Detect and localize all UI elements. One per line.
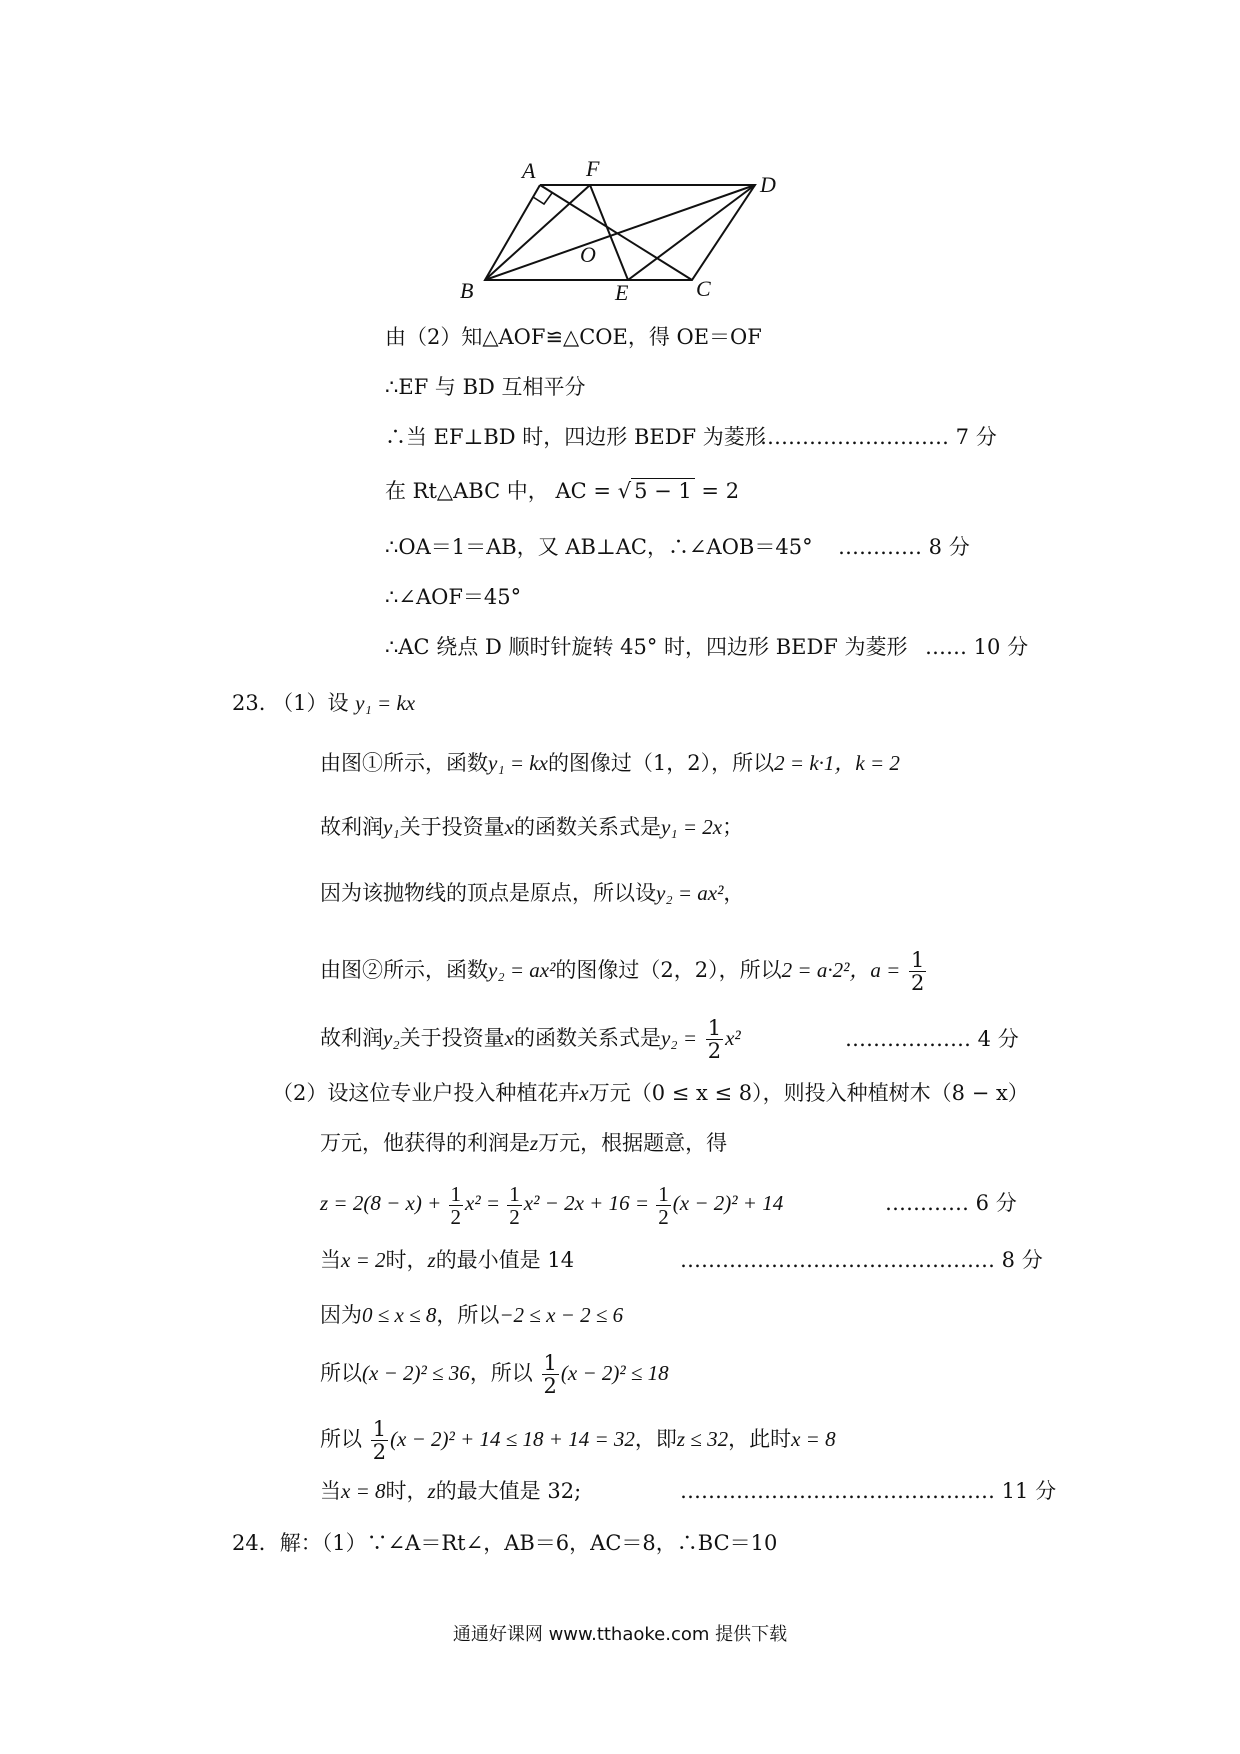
q23-number: 23. (232, 691, 266, 715)
r3-a: 所以 (320, 1427, 362, 1451)
q23-p2-e: z (530, 1131, 539, 1155)
label-E: E (615, 280, 629, 300)
q23-l2-text-a: 由图①所示，函数 (320, 751, 488, 775)
q23-line-2 (320, 748, 900, 778)
q23-l4-b: y₂ = ax² (656, 881, 724, 905)
q23-p2-c: 万元（0 ≤ x ≤ 8），则投入种植树木（8 − x） (588, 1081, 1029, 1105)
q23-equation-1 (320, 1168, 783, 1238)
proof-line-5: ∴OA＝1＝AB，又 AB⊥AC，∴∠AOB＝45° (385, 535, 813, 559)
q23-p2-d: 万元，他获得的利润是 (320, 1131, 530, 1155)
q23-l4-a: 因为该抛物线的顶点是原点，所以设 (320, 881, 656, 905)
q23-l5-d: 2 = a·2²，a = (781, 958, 901, 982)
footer-watermark: 通通好课网 www.tthaoke.com 提供下载 (452, 1624, 788, 1645)
max-b: x = 8 (341, 1479, 386, 1503)
ac-eq-b: = 2 (694, 479, 740, 503)
min-e: 的最小值是 14 (435, 1248, 575, 1272)
proof-line-4-prefix: 在 Rt△ABC 中， (385, 479, 549, 503)
score-7: ……………………… 7 分 (760, 425, 997, 449)
eq1-b: x² = (465, 1191, 501, 1215)
score-8b: ……………………………………… 8 分 (680, 1248, 1043, 1272)
r3-e: ，此时 (728, 1427, 792, 1451)
ac-eq-a: AC = (555, 479, 618, 503)
r3-c: ，即 (634, 1427, 677, 1451)
score-6: ………… 6 分 (885, 1191, 1017, 1215)
frac-num: 1 (450, 1181, 461, 1206)
fraction-half (449, 1183, 464, 1228)
q23-min-line (320, 1245, 574, 1275)
q23-l3-d: x (504, 815, 514, 839)
r2-b: (x − 2)² ≤ 36 (362, 1361, 470, 1385)
frac-num: 1 (707, 1015, 722, 1040)
label-O: O (580, 242, 596, 267)
min-d: z (427, 1248, 436, 1272)
q23-max-line (320, 1476, 581, 1506)
q23-l3-b: y₁ (383, 815, 400, 839)
q23-p2-f: 万元，根据题意，得 (538, 1131, 728, 1155)
q23-l6-c: 关于投资量 (399, 1026, 505, 1050)
frac-num: 1 (658, 1181, 669, 1206)
proof-line-7: ∴AC 绕点 D 顺时针旋转 45° 时，四边形 BEDF 为菱形 (385, 635, 908, 659)
q23-l5-b: y₂ = ax² (488, 958, 556, 982)
r2-d: (x − 2)² ≤ 18 (560, 1361, 669, 1385)
q23-y1-eq: y₁ = kx (355, 691, 416, 715)
q23-range-line-3 (320, 1404, 836, 1474)
q23-l2-math-d: 2 = k·1，k = 2 (774, 751, 900, 775)
max-c: 时， (385, 1479, 428, 1503)
q23-range-line-2 (320, 1338, 669, 1408)
frac-den: 2 (910, 971, 925, 995)
frac-num: 1 (543, 1350, 557, 1375)
q23-l6-a: 故利润 (320, 1026, 383, 1050)
score-8: ………… 8 分 (838, 535, 970, 559)
q23-line-4 (320, 878, 744, 908)
max-e: 的最大值是 32; (435, 1479, 582, 1503)
fraction-half (656, 1183, 671, 1228)
proof-line-4: 在 Rt△ABC 中， AC = √ 5 − 1 = 2 (385, 479, 740, 503)
q23-l3-a: 故利润 (320, 815, 383, 839)
q23-part1: （1）设 (272, 691, 349, 715)
q23-l3-g: ； (722, 815, 744, 839)
q23-line-6 (320, 1008, 741, 1068)
q23-part2-line-1 (272, 1078, 1029, 1108)
min-b: x = 2 (341, 1248, 386, 1272)
eq1-a: z = 2(8 − x) + (320, 1191, 442, 1215)
q23-line-3 (320, 812, 743, 842)
r3-b: (x − 2)² + 14 ≤ 18 + 14 = 32 (390, 1427, 635, 1451)
proof-line-2: ∴EF 与 BD 互相平分 (385, 375, 586, 399)
q23-line-5 (320, 940, 928, 1000)
fraction-half (507, 1183, 522, 1228)
q23-l2-text-c: 的图像过（1，2），所以 (547, 751, 775, 775)
fraction-half (371, 1418, 388, 1463)
min-c: 时， (385, 1248, 428, 1272)
q23-range-line-1 (320, 1300, 623, 1330)
label-B: B (460, 278, 474, 300)
q23-l3-e: 的函数关系式是 (513, 815, 661, 839)
frac-den: 2 (372, 1440, 387, 1464)
q23-l6-b: y₂ (383, 1026, 400, 1050)
score-11: ……………………………………… 11 分 (680, 1479, 1057, 1503)
frac-den: 2 (450, 1204, 461, 1229)
r2-c: ，所以 (469, 1361, 533, 1385)
sqrt-radicand: 5 − 1 (631, 478, 695, 503)
score-4: ……………… 4 分 (845, 1027, 1019, 1051)
eq1-c: x² − 2x + 16 = (523, 1191, 649, 1215)
q23-l5-a: 由图②所示，函数 (320, 958, 488, 982)
q23-l6-g: x² (725, 1026, 741, 1050)
fraction-half (909, 949, 926, 994)
r1-c: ，所以 (436, 1303, 500, 1327)
fraction-half (542, 1352, 559, 1397)
score-10: …… 10 分 (925, 635, 1029, 659)
q23-l5-c: 的图像过（2，2），所以 (555, 958, 782, 982)
max-a: 当 (320, 1479, 341, 1503)
proof-line-6: ∴∠AOF＝45° (385, 585, 522, 609)
q23-l6-e: 的函数关系式是 (513, 1026, 661, 1050)
q23-l6-d: x (504, 1026, 514, 1050)
label-C: C (696, 276, 711, 300)
q23-part2-line-2 (320, 1128, 727, 1158)
max-d: z (427, 1479, 436, 1503)
frac-num: 1 (910, 947, 925, 972)
r1-d: −2 ≤ x − 2 ≤ 6 (499, 1303, 624, 1327)
parallelogram-figure (460, 150, 780, 300)
proof-line-3: ∴当 EF⊥BD 时，四边形 BEDF 为菱形 (385, 425, 766, 449)
r3-d: z ≤ 32 (676, 1427, 729, 1451)
min-a: 当 (320, 1248, 341, 1272)
q24-line: 24．解：（1）∵∠A＝Rt∠，AB＝6，AC＝8，∴BC＝10 (232, 1531, 778, 1555)
frac-den: 2 (707, 1039, 722, 1063)
q23-l2-math-b: y₁ = kx (488, 751, 548, 775)
q23-l3-f: y₁ = 2x (660, 815, 723, 839)
frac-den: 2 (658, 1204, 669, 1229)
frac-num: 1 (372, 1416, 387, 1441)
r3-f: x = 8 (791, 1427, 836, 1451)
r2-a: 所以 (320, 1361, 362, 1385)
label-D: D (760, 172, 776, 197)
r1-b: 0 ≤ x ≤ 8 (362, 1303, 437, 1327)
q23-l6-f: y₂ = (660, 1026, 697, 1050)
eq1-d: (x − 2)² + 14 (672, 1191, 784, 1215)
r1-a: 因为 (320, 1303, 362, 1327)
frac-num: 1 (509, 1181, 520, 1206)
label-F: F (586, 156, 600, 181)
frac-den: 2 (543, 1374, 557, 1398)
proof-line-1: 由（2）知△AOF≌△COE，得 OE＝OF (385, 325, 762, 349)
q23-l3-c: 关于投资量 (399, 815, 505, 839)
q23-l4-c: ， (723, 881, 745, 905)
q23-header (232, 688, 415, 718)
q23-p2-b: x (579, 1081, 589, 1105)
frac-den: 2 (509, 1204, 520, 1229)
fraction-half (706, 1017, 723, 1062)
q23-p2-a: （2）设这位专业户投入种植花卉 (272, 1081, 580, 1105)
label-A: A (522, 158, 536, 183)
